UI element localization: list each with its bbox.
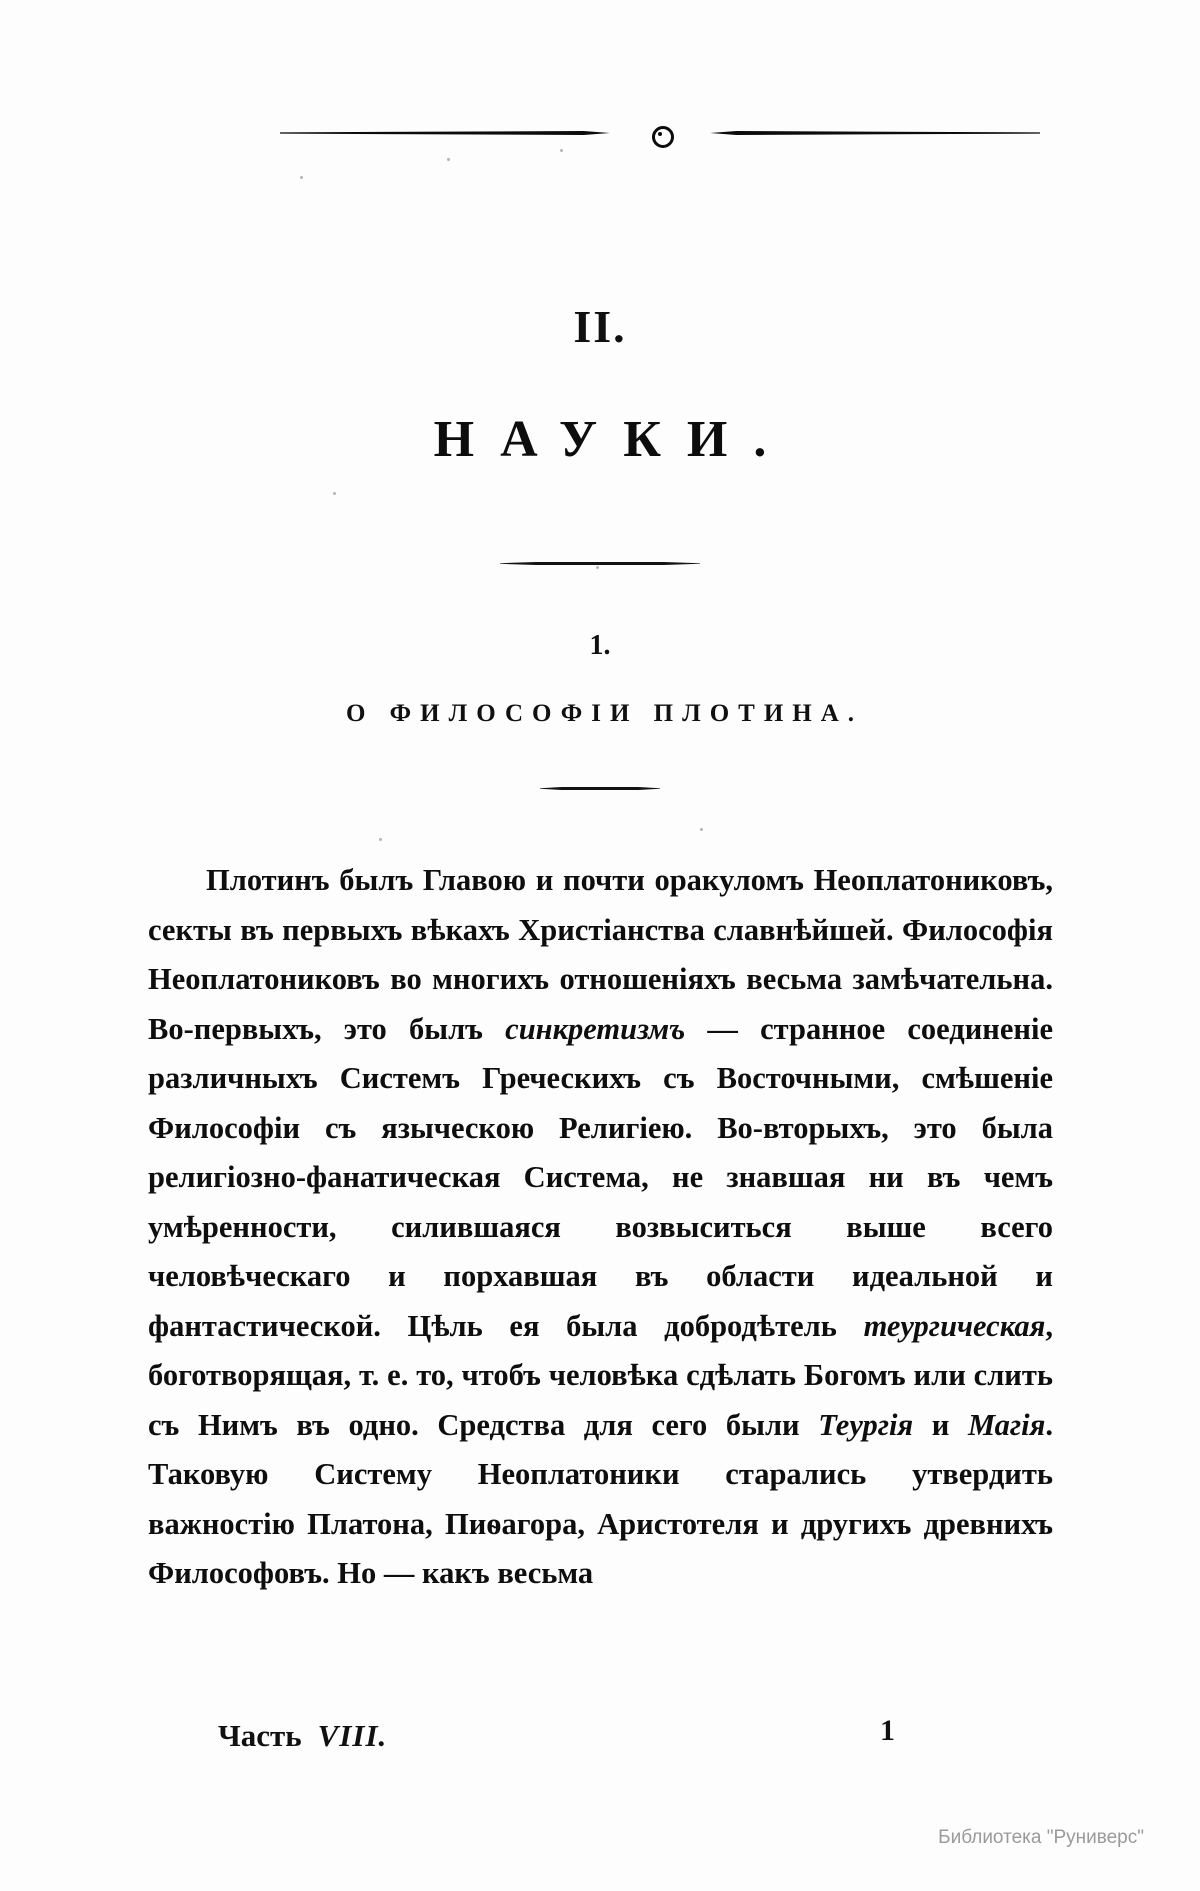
section-title: НАУКИ. [433, 411, 793, 468]
subsection-title: О ФИЛОСОФІИ ПЛОТИНА. [345, 700, 864, 727]
ornament-bar-right [710, 131, 1040, 135]
divider-under-section-title [500, 560, 700, 567]
body-text-block [148, 856, 1053, 1599]
ornament-bar-left [280, 131, 610, 135]
divider-core [500, 562, 700, 565]
scan-speckle [560, 149, 563, 152]
scan-speckle [596, 566, 599, 569]
scan-speckle [300, 176, 303, 179]
page-number: 1 [880, 1714, 895, 1747]
section-numeral: II. [573, 301, 627, 352]
divider-core [540, 787, 660, 790]
footer-volume-label [218, 1718, 387, 1754]
subsection-numeral: 1. [589, 630, 611, 661]
scan-speckle [700, 828, 703, 831]
footer-volume-number: VIII. [317, 1718, 388, 1753]
ornament-center-dot-icon [652, 126, 674, 148]
footer-part-label: Часть [218, 1718, 302, 1753]
scan-speckle [379, 838, 382, 841]
scan-speckle [333, 492, 336, 495]
library-watermark: Библиотека "Руниверс" [938, 1827, 1144, 1848]
divider-under-subsection-title [540, 785, 660, 792]
body-paragraph: Плотинъ былъ Главою и почти оракуломъ Неоплатониковъ, секты въ первыхъ вѣкахъ Христіанства славнѣйшей. Философія Неоплатониковъ во многихъ отношеніяхъ весьма замѣчательна. Во-первыхъ, это былъ синкретизмъ — странное соединеніе различныхъ Системъ Греческихъ съ Восточными, смѣшеніе Философіи съ языческою Религіею. Во-вторыхъ, это была религіозно-фанатическая Система, не знавшая ни въ чемъ умѣренности, силившаяся возвыситься выше всего человѣческаго и порхавшая въ области идеальной и фантастической. Цѣль ея была добродѣтель теургическая, боготворящая, т. е. то, чтобъ человѣка сдѣлать Богомъ или слить съ Нимъ въ одно. Средства для сего были Теургія и Магія. Таковую Систему Неоплатоники старались утвердить важностію Платона, Пиѳагора, Аристотеля и другихъ древнихъ Философовъ. Но — какъ весьма [148, 863, 1053, 1590]
scan-speckle [447, 158, 450, 161]
top-ornament-divider [280, 120, 1040, 146]
